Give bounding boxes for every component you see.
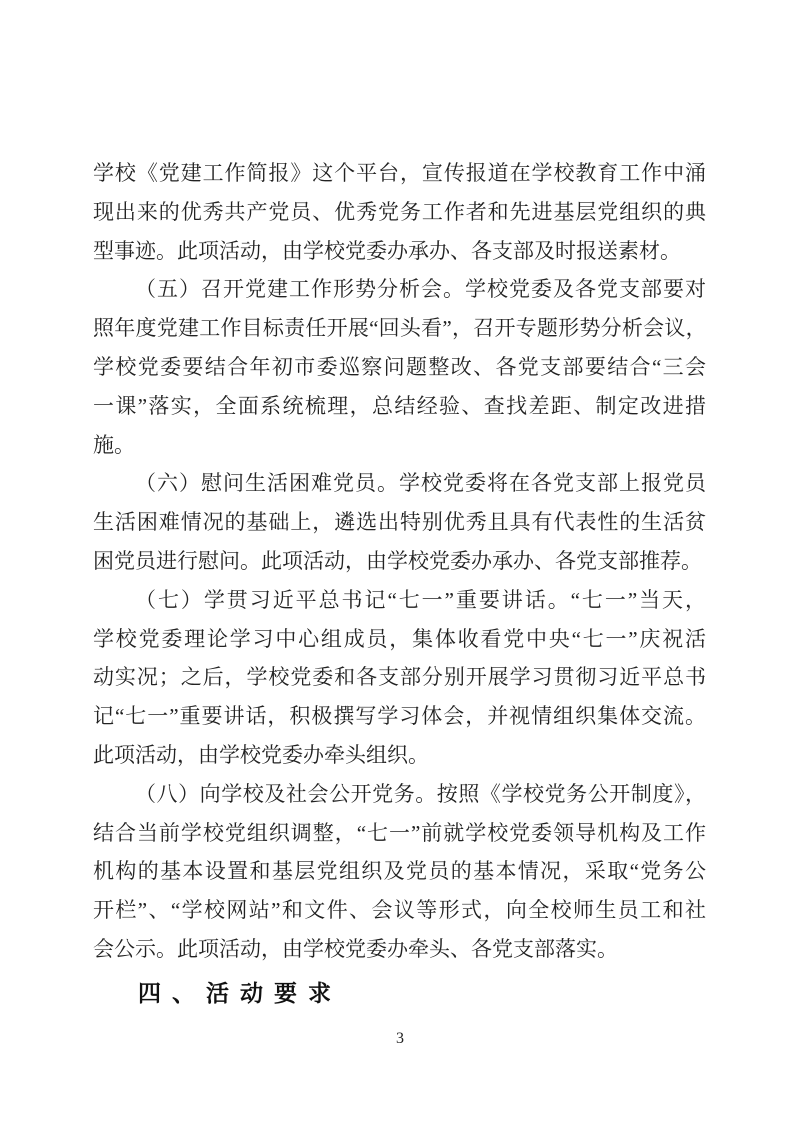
- body-text: [93, 154, 706, 1013]
- text-line: 动实况；之后，学校党委和各支部分别开展学习贯彻习近平总书: [93, 665, 706, 690]
- text-line: 记“七一”重要讲话，积极撰写学习体会，并视情组织集体交流。: [93, 704, 706, 729]
- text-line: 结合当前学校党组织调整，“七一”前就学校党委领导机构及工作: [93, 820, 706, 845]
- text-line: （八）向学校及社会公开党务。按照《学校党务公开制度》，: [135, 781, 706, 806]
- text-line: 学校党委要结合年初市委巡察问题整改、各党支部要结合“三会: [93, 354, 706, 379]
- text-line: 型事迹。此项活动，由学校党委办承办、各支部及时报送素材。: [93, 238, 681, 263]
- text-line: 学校《党建工作简报》这个平台，宣传报道在学校教育工作中涌: [93, 161, 706, 185]
- text-line: 照年度党建工作目标责任开展“回头看”，召开专题形势分析会议，: [93, 316, 706, 341]
- text-line: 困党员进行慰问。此项活动，由学校党委办承办、各党支部推荐。: [93, 548, 702, 573]
- text-line: （七）学贯习近平总书记“七一”重要讲话。“七一”当天，: [135, 587, 706, 612]
- text-line: 生活困难情况的基础上，遴选出特别优秀且具有代表性的生活贫: [93, 510, 706, 535]
- text-line: 现出来的优秀共产党员、优秀党务工作者和先进基层党组织的典: [93, 199, 706, 224]
- text-line: 机构的基本设置和基层党组织及党员的基本情况，采取“党务公: [93, 859, 706, 884]
- page-number: 3: [396, 1030, 404, 1047]
- text-line: 施。: [93, 432, 135, 457]
- text-line: （六）慰问生活困难党员。学校党委将在各党支部上报党员: [135, 471, 706, 496]
- text-line: （五）召开党建工作形势分析会。学校党委及各党支部要对: [135, 277, 706, 302]
- text-line: 开栏”、“学校网站”和文件、会议等形式，向全校师生员工和社: [93, 898, 706, 923]
- text-line: 学校党委理论学习中心组成员，集体收看党中央“七一”庆祝活: [93, 626, 706, 651]
- text-line: 一课”落实，全面系统梳理，总结经验、查找差距、制定改进措: [93, 393, 706, 418]
- section-heading: 四、活动要求: [138, 979, 342, 1006]
- text-line: 会公示。此项活动，由学校党委办牵头、各党支部落实。: [93, 936, 618, 961]
- text-line: 此项活动，由学校党委办牵头组织。: [93, 742, 429, 767]
